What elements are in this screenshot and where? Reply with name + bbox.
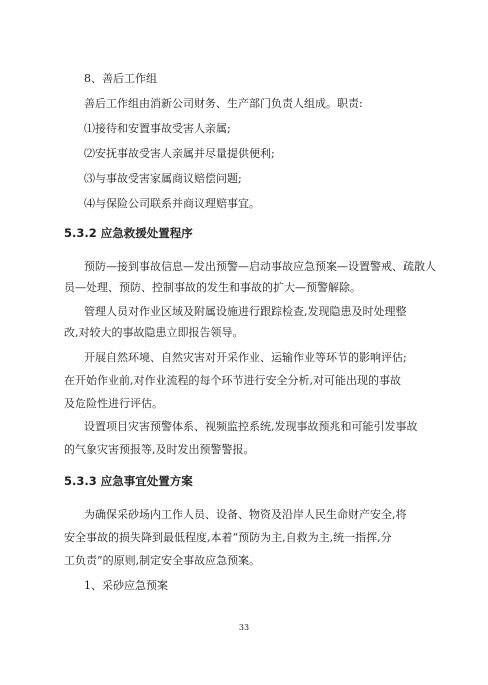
paragraph-line: 为确保采砂场内工作人员、设备、物资及沿岸人民生命财产安全,将: [84, 508, 407, 521]
paragraph-line: 善后工作组由消新公司财务、生产部门负责人组成。职责:: [84, 97, 363, 110]
paragraph-line: 员—处理、预防、控制事故的发生和事故的扩大—预警解除。: [64, 281, 361, 294]
paragraph-line: 管理人员对作业区域及附属设施进行跟踪检查,发现隐患及时处理整: [84, 305, 407, 318]
list-item: ⑴接待和安置事故受害人亲属;: [84, 122, 231, 135]
page-number: 33: [238, 623, 250, 632]
paragraph-line: 安全事故的损失降到最低程度,本着“预防为主,自救为主,统一指挥,分: [64, 531, 392, 544]
list-item: ⑵安抚事故受害人亲属并尽量提供便利;: [84, 147, 275, 160]
list-item: ⑷与保险公司联系并商议理赔事宜。: [84, 197, 260, 210]
paragraph-line: 设置项目灾害预警体系、视频监控系统,发现事故预兆和可能引发事故: [84, 420, 418, 433]
section-heading: 5.3.2 应急救援处置程序: [64, 226, 193, 240]
paragraph-line: 开展自然环境、自然灾害对开采作业、运输作业等环节的影响评估;: [84, 351, 407, 364]
section-heading: 5.3.3 应急事宜处置方案: [64, 474, 193, 488]
subsection-title: 1、采砂应急预案: [84, 579, 168, 592]
paragraph-line: 工负责”的原则,制定安全事故应急预案。: [64, 554, 261, 567]
paragraph-line: 及危险性进行评估。: [64, 397, 163, 410]
paragraph-line: 预防—接到事故信息—发出预警—启动事故应急预案—设置警戒、疏散人: [84, 260, 436, 273]
paragraph-line: 在开始作业前,对作业流程的每个环节进行安全分析,对可能出现的事故: [64, 374, 401, 387]
list-item: ⑶与事故受害家属商议赔偿问题;: [84, 172, 242, 185]
paragraph-line: 的气象灾害预报等,及时发出预警警报。: [64, 443, 255, 456]
subsection-title: 8、善后工作组: [84, 72, 157, 85]
paragraph-line: 改,对较大的事故隐患立即报告领导。: [64, 326, 244, 339]
